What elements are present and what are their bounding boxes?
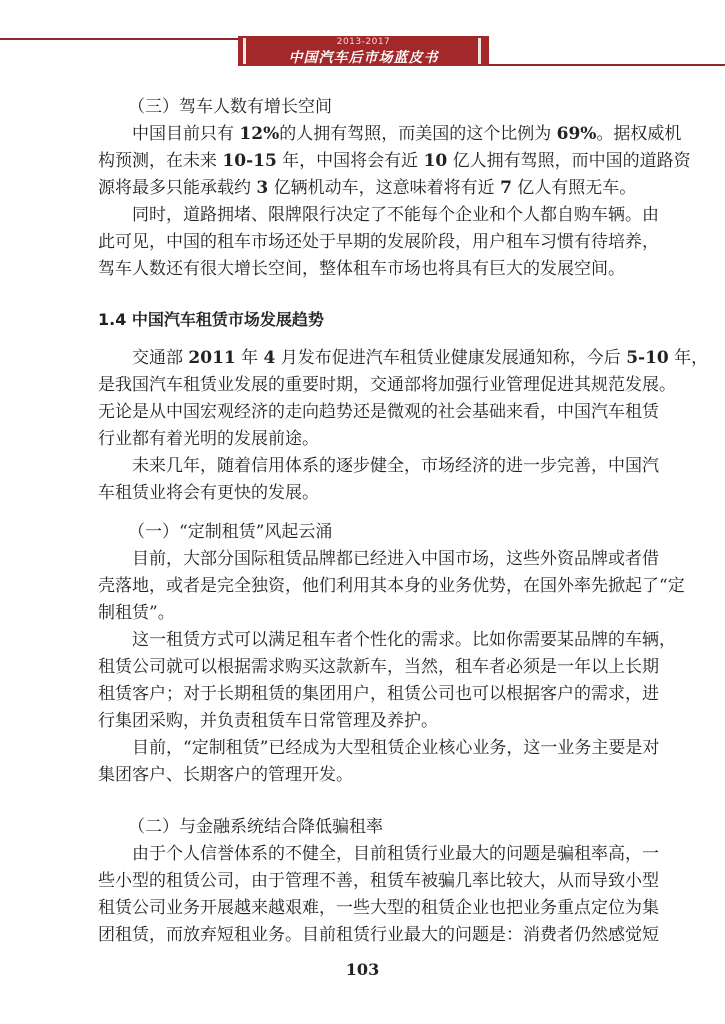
paragraph	[98, 345, 709, 453]
text-run: 这一租赁方式可以满足租车者个性化的需求。比如你需要某品牌的车辆，	[132, 630, 676, 650]
bold-figure: 69%	[556, 124, 597, 144]
text-line	[98, 814, 628, 841]
text-line	[98, 600, 628, 627]
text-run: 无论是从中国宏观经济的走向趋势还是微观的社会基础来看，中国汽车租赁	[98, 402, 659, 422]
bold-figure: 3	[256, 178, 269, 198]
text-run: 中国目前只有	[132, 124, 240, 144]
text-line	[98, 546, 659, 573]
text-line	[98, 121, 682, 148]
text-line	[98, 519, 628, 546]
text-run: 源将最多只能承载约	[98, 178, 257, 198]
text-run: 亿辆机动车，这意味着将有近	[268, 178, 501, 198]
bold-figure: 10-15	[222, 151, 277, 171]
subsection-heading	[98, 814, 628, 841]
bold-figure: 2011	[188, 348, 236, 368]
paragraph	[98, 121, 691, 202]
text-run: 亿人拥有驾照，而中国的道路资	[447, 151, 691, 171]
header-banner	[238, 36, 489, 66]
text-run: 目前，大部分国际租赁品牌都已经进入中国市场，这些外资品牌或者借	[132, 549, 659, 569]
text-run: 年，中国将会有近	[276, 151, 424, 171]
text-run: 车租赁业将会有更快的发展。	[98, 483, 319, 503]
text-line	[98, 573, 685, 600]
text-line	[98, 306, 628, 333]
text-run: 租赁公司就可以根据需求购买这款新车，当然，租车者必须是一年以上长期	[98, 657, 659, 677]
text-run: 由于个人信誉体系的不健全，目前租赁行业最大的问题是骗租率高，一	[132, 844, 659, 864]
text-line	[98, 426, 628, 453]
text-line	[98, 868, 659, 895]
text-line	[98, 654, 659, 681]
text-line	[98, 922, 659, 949]
text-run: 行业都有着光明的发展前途。	[98, 429, 319, 449]
paragraph	[98, 627, 676, 735]
text-line	[98, 229, 659, 256]
paragraph	[98, 735, 660, 789]
text-line	[98, 256, 628, 283]
text-run: 目前，“定制租赁”已经成为大型租赁企业核心业务，这一业务主要是对	[132, 738, 660, 758]
bold-figure: 12%	[239, 124, 280, 144]
section-heading	[98, 306, 628, 333]
text-run: 未来几年，随着信用体系的逐步健全，市场经济的进一步完善，中国汽	[132, 456, 659, 476]
paragraph	[98, 202, 659, 283]
header-years: 2013-2017	[336, 37, 391, 47]
text-run: 同时，道路拥堵、限牌限行决定了不能每个企业和个人都自购车辆。由	[132, 205, 659, 225]
text-line	[98, 708, 628, 735]
text-run: （二）与金融系统结合降低骗租率	[128, 817, 383, 837]
text-run: 制租赁”。	[98, 603, 175, 623]
text-line	[98, 175, 637, 202]
text-run: 此可见，中国的租车市场还处于早期的发展阶段，用户租车习惯有待培养，	[98, 232, 659, 252]
text-line	[98, 453, 659, 480]
text-run: 壳落地，或者是完全独资，他们利用其本身的业务优势，在国外率先掀起了“定	[98, 576, 685, 596]
bold-figure: 7	[500, 178, 512, 198]
text-line	[98, 681, 659, 708]
text-line	[98, 762, 628, 789]
text-run: 交通部	[132, 348, 189, 368]
text-run: 些小型的租赁公司，由于管理不善，租赁车被骗几率比较大，从而导致小型	[98, 871, 659, 891]
text-run: 年，	[668, 348, 709, 368]
text-run: 租赁公司业务开展越来越艰难，一些大型的租赁企业也把业务重点定位为集	[98, 898, 659, 918]
text-run: 集团客户、长期客户的管理开发。	[98, 765, 353, 785]
bold-figure: 10	[423, 151, 448, 171]
text-line	[98, 627, 676, 654]
text-line	[98, 480, 628, 507]
subsection-heading	[98, 519, 628, 546]
text-line	[98, 372, 676, 399]
text-run: 1.4 中国汽车租赁市场发展趋势	[98, 310, 324, 329]
subsection-heading	[98, 94, 628, 121]
text-line	[98, 202, 659, 229]
header-title: 中国汽车后市场蓝皮书	[288, 50, 439, 66]
text-run: 驾车人数还有很大增长空间，整体租车市场也将具有巨大的发展空间。	[98, 259, 625, 279]
text-line	[98, 148, 691, 175]
text-run: 年	[235, 348, 264, 368]
text-run: 租赁客户；对于长期租赁的集团用户，租赁公司也可以根据客户的需求，进	[98, 684, 659, 704]
text-run: 团租赁，而放弃短租业务。目前租赁行业最大的问题是：消费者仍然感觉短	[98, 925, 659, 945]
header-rule-right	[488, 64, 725, 66]
text-run: 。据权威机	[596, 124, 682, 144]
bold-figure: 4	[263, 348, 276, 368]
text-run: 行集团采购，并负责租赁车日常管理及养护。	[98, 711, 438, 731]
text-run: 亿人有照无车。	[511, 178, 637, 198]
text-run: 的人拥有驾照，而美国的这个比例为	[279, 124, 557, 144]
text-line	[98, 841, 659, 868]
bold-figure: 5-10	[626, 348, 669, 368]
paragraph	[98, 841, 659, 949]
text-line	[98, 735, 660, 762]
paragraph	[98, 546, 685, 627]
text-line	[98, 345, 709, 372]
text-run: 月发布促进汽车租赁业健康发展通知称，今后	[275, 348, 627, 368]
text-run: （一）“定制租赁”风起云涌	[128, 522, 333, 542]
text-run: （三）驾车人数有增长空间	[128, 97, 332, 117]
text-line	[98, 895, 659, 922]
header-rule-left	[0, 38, 240, 40]
text-line	[98, 399, 659, 426]
page-body	[98, 94, 709, 949]
text-line	[98, 94, 628, 121]
text-run: 构预测，在未来	[98, 151, 223, 171]
text-run: 是我国汽车租赁业发展的重要时期，交通部将加强行业管理促进其规范发展。	[98, 375, 676, 395]
paragraph	[98, 453, 659, 507]
page-number: 103	[345, 960, 380, 979]
